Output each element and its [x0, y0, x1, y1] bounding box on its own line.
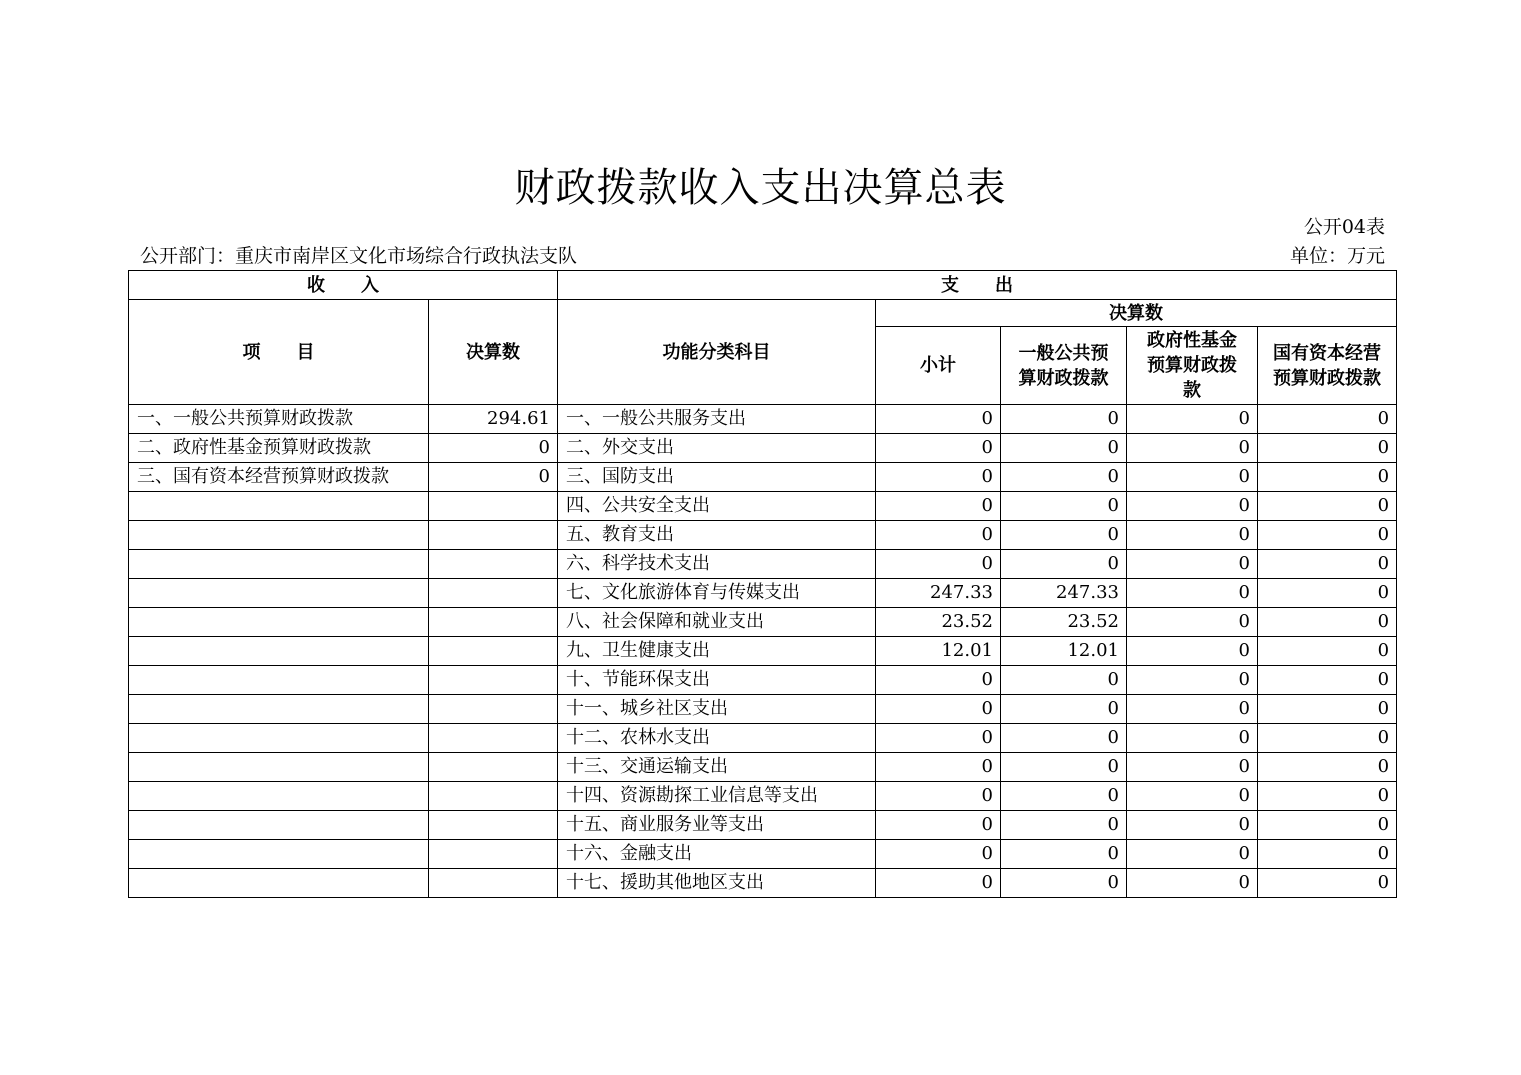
table-row [129, 405, 1397, 434]
income-amount-cell [429, 724, 558, 753]
gov-fund-cell: 0 [1127, 521, 1258, 550]
page-title: 财政拨款收入支出决算总表 [514, 165, 1007, 211]
table-row [129, 608, 1397, 637]
expenditure-header: 支 出 [558, 271, 1397, 300]
table-row [129, 724, 1397, 753]
function-category-header: 功能分类科目 [558, 300, 876, 405]
table-row [129, 695, 1397, 724]
budget-summary-table [128, 270, 1397, 898]
general-budget-header: 一般公共预算财政拨款 [1001, 327, 1127, 405]
gov-fund-header: 政府性基金预算财政拨款 [1127, 327, 1258, 405]
subtotal-header: 小计 [876, 327, 1001, 405]
state-capital-cell: 0 [1258, 666, 1397, 695]
income-item-cell [129, 695, 429, 724]
gov-fund-cell: 0 [1127, 608, 1258, 637]
subtotal-cell: 247.33 [876, 579, 1001, 608]
category-cell: 一、一般公共服务支出 [558, 405, 876, 434]
income-item-cell: 二、政府性基金预算财政拨款 [129, 434, 429, 463]
subtotal-cell: 0 [876, 840, 1001, 869]
gov-fund-cell: 0 [1127, 724, 1258, 753]
subtotal-cell: 0 [876, 753, 1001, 782]
table-row [129, 492, 1397, 521]
table-row [129, 463, 1397, 492]
income-amount-cell [429, 782, 558, 811]
income-amount-cell: 0 [429, 463, 558, 492]
general-budget-cell: 0 [1001, 405, 1127, 434]
subtotal-cell: 0 [876, 463, 1001, 492]
gov-fund-cell: 0 [1127, 840, 1258, 869]
table-row [129, 521, 1397, 550]
income-item-cell [129, 579, 429, 608]
subtotal-cell: 0 [876, 782, 1001, 811]
table-row [129, 579, 1397, 608]
general-budget-cell: 0 [1001, 840, 1127, 869]
income-amount-cell [429, 637, 558, 666]
income-item-cell [129, 550, 429, 579]
category-cell: 八、社会保障和就业支出 [558, 608, 876, 637]
income-amount-cell [429, 550, 558, 579]
general-budget-cell: 0 [1001, 550, 1127, 579]
category-cell: 十七、援助其他地区支出 [558, 869, 876, 898]
department-label: 公开部门：重庆市南岸区文化市场综合行政执法支队 [140, 245, 578, 267]
table-row [129, 869, 1397, 898]
income-amount-cell: 294.61 [429, 405, 558, 434]
gov-fund-cell: 0 [1127, 405, 1258, 434]
state-capital-cell: 0 [1258, 463, 1397, 492]
state-capital-cell: 0 [1258, 492, 1397, 521]
income-amount-cell [429, 869, 558, 898]
subtotal-cell: 0 [876, 724, 1001, 753]
general-budget-cell: 247.33 [1001, 579, 1127, 608]
income-item-cell: 一、一般公共预算财政拨款 [129, 405, 429, 434]
income-item-cell [129, 608, 429, 637]
state-capital-cell: 0 [1258, 405, 1397, 434]
general-budget-cell: 0 [1001, 521, 1127, 550]
state-capital-cell: 0 [1258, 579, 1397, 608]
income-amount-cell [429, 695, 558, 724]
gov-fund-cell: 0 [1127, 434, 1258, 463]
subtotal-cell: 23.52 [876, 608, 1001, 637]
gov-fund-cell: 0 [1127, 463, 1258, 492]
table-row [129, 434, 1397, 463]
subtotal-cell: 0 [876, 811, 1001, 840]
table-row [129, 840, 1397, 869]
category-cell: 四、公共安全支出 [558, 492, 876, 521]
income-item-cell [129, 869, 429, 898]
income-item-cell [129, 840, 429, 869]
state-capital-cell: 0 [1258, 753, 1397, 782]
income-item-cell: 三、国有资本经营预算财政拨款 [129, 463, 429, 492]
category-cell: 三、国防支出 [558, 463, 876, 492]
income-amount-cell [429, 521, 558, 550]
state-capital-cell: 0 [1258, 434, 1397, 463]
income-amount-cell: 0 [429, 434, 558, 463]
table-row [129, 550, 1397, 579]
category-cell: 十六、金融支出 [558, 840, 876, 869]
table-row [129, 782, 1397, 811]
gov-fund-cell: 0 [1127, 782, 1258, 811]
table-row [129, 753, 1397, 782]
income-header: 收 入 [129, 271, 558, 300]
state-capital-cell: 0 [1258, 608, 1397, 637]
state-capital-cell: 0 [1258, 782, 1397, 811]
subtotal-cell: 0 [876, 434, 1001, 463]
state-capital-cell: 0 [1258, 550, 1397, 579]
income-amount-cell [429, 608, 558, 637]
general-budget-cell: 12.01 [1001, 637, 1127, 666]
general-budget-cell: 23.52 [1001, 608, 1127, 637]
general-budget-cell: 0 [1001, 811, 1127, 840]
income-amount-cell [429, 840, 558, 869]
final-amount-header: 决算数 [429, 300, 558, 405]
subtotal-cell: 0 [876, 695, 1001, 724]
income-item-cell [129, 782, 429, 811]
gov-fund-cell: 0 [1127, 492, 1258, 521]
final-amount-group-header: 决算数 [876, 300, 1397, 327]
income-item-cell [129, 753, 429, 782]
category-cell: 七、文化旅游体育与传媒支出 [558, 579, 876, 608]
state-capital-cell: 0 [1258, 840, 1397, 869]
table-row [129, 666, 1397, 695]
income-item-cell [129, 492, 429, 521]
category-cell: 十三、交通运输支出 [558, 753, 876, 782]
gov-fund-cell: 0 [1127, 753, 1258, 782]
state-capital-cell: 0 [1258, 724, 1397, 753]
state-capital-cell: 0 [1258, 869, 1397, 898]
subtotal-cell: 0 [876, 405, 1001, 434]
category-cell: 十、节能环保支出 [558, 666, 876, 695]
table-row [129, 637, 1397, 666]
unit-label: 单位：万元 [1289, 245, 1385, 267]
category-cell: 十五、商业服务业等支出 [558, 811, 876, 840]
general-budget-cell: 0 [1001, 463, 1127, 492]
general-budget-cell: 0 [1001, 869, 1127, 898]
state-capital-cell: 0 [1258, 637, 1397, 666]
income-item-cell [129, 811, 429, 840]
subtotal-cell: 0 [876, 492, 1001, 521]
header-row-middle [129, 300, 1397, 327]
subtotal-cell: 0 [876, 666, 1001, 695]
income-amount-cell [429, 753, 558, 782]
gov-fund-cell: 0 [1127, 869, 1258, 898]
category-cell: 二、外交支出 [558, 434, 876, 463]
income-amount-cell [429, 666, 558, 695]
category-cell: 十二、农林水支出 [558, 724, 876, 753]
income-item-cell [129, 521, 429, 550]
state-capital-cell: 0 [1258, 695, 1397, 724]
income-amount-cell [429, 811, 558, 840]
header-row-top [129, 271, 1397, 300]
income-amount-cell [429, 579, 558, 608]
state-capital-cell: 0 [1258, 811, 1397, 840]
category-cell: 十四、资源勘探工业信息等支出 [558, 782, 876, 811]
general-budget-cell: 0 [1001, 753, 1127, 782]
gov-fund-cell: 0 [1127, 666, 1258, 695]
subtotal-cell: 12.01 [876, 637, 1001, 666]
gov-fund-cell: 0 [1127, 550, 1258, 579]
general-budget-cell: 0 [1001, 492, 1127, 521]
income-item-cell [129, 637, 429, 666]
subtotal-cell: 0 [876, 521, 1001, 550]
income-item-cell [129, 724, 429, 753]
income-item-cell [129, 666, 429, 695]
general-budget-cell: 0 [1001, 666, 1127, 695]
form-number: 公开04表 [1303, 216, 1385, 238]
subtotal-cell: 0 [876, 869, 1001, 898]
category-cell: 五、教育支出 [558, 521, 876, 550]
category-cell: 十一、城乡社区支出 [558, 695, 876, 724]
general-budget-cell: 0 [1001, 434, 1127, 463]
gov-fund-cell: 0 [1127, 811, 1258, 840]
table-row [129, 811, 1397, 840]
general-budget-cell: 0 [1001, 782, 1127, 811]
category-cell: 九、卫生健康支出 [558, 637, 876, 666]
category-cell: 六、科学技术支出 [558, 550, 876, 579]
income-amount-cell [429, 492, 558, 521]
item-header: 项 目 [129, 300, 429, 405]
state-capital-cell: 0 [1258, 521, 1397, 550]
gov-fund-cell: 0 [1127, 579, 1258, 608]
general-budget-cell: 0 [1001, 695, 1127, 724]
general-budget-cell: 0 [1001, 724, 1127, 753]
state-capital-header: 国有资本经营预算财政拨款 [1258, 327, 1397, 405]
subtotal-cell: 0 [876, 550, 1001, 579]
gov-fund-cell: 0 [1127, 637, 1258, 666]
gov-fund-cell: 0 [1127, 695, 1258, 724]
